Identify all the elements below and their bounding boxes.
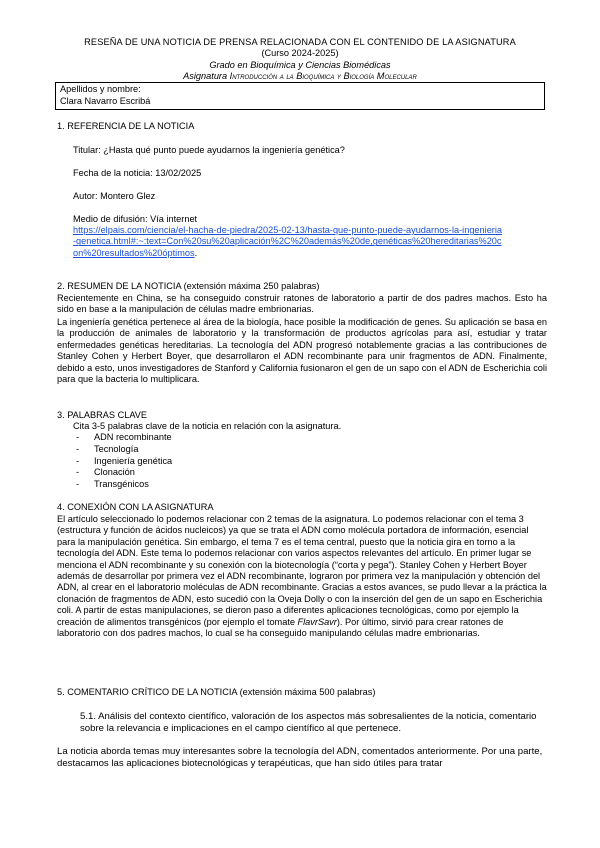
keyword-item: ADN recombinante	[94, 432, 172, 442]
subject-name: Introducción a la Bioquímica y Biología Molecular	[229, 71, 417, 82]
tomato-variety-name: FlavrSavr	[297, 616, 337, 627]
news-date: Fecha de la noticia: 13/02/2025	[73, 168, 202, 178]
news-url-line-3: on%20resultados%20óptimos	[73, 247, 195, 258]
summary-paragraph-2: La ingeniería genética pertenece al área de la biología, hace posible la modificación de genes. Su aplicación se basa en la producción de animales de laboratorio y la transformación de productos agrícolas para así, estudiar y tratar enfermedades genéticas hereditarias. La tecnología del ADN progresó notablemente gracias a las contribuciones de Stanley Cohen y Herbert Boyer, que desarrollaron el ADN recombinante para unir fragmentos de ADN. Finalmente, debido a esto, unos investigadores de Stanford y California fusionaron el gen de un sapo con el ADN de Escherichia coli para que la bacteria lo multiplicara.	[57, 317, 547, 385]
subject-line	[0, 71, 600, 82]
keyword-item: Clonación	[94, 467, 135, 477]
connection-paragraph	[57, 514, 547, 639]
course-year: (Curso 2024-2025)	[261, 48, 339, 59]
keyword-item: Tecnología	[94, 444, 139, 454]
news-url-line-2: -genetica.html#:~:text=Con%20su%20aplicación%2C%20además%20de,genéticas%20hereditarias%20c	[73, 236, 502, 247]
subsection-5-1-heading: 5.1. Análisis del contexto científico, valoración de los aspectos más sobresalientes de la noticia, comentario sobre la relevancia e implicaciones en el campo científico al que pertenece.	[80, 711, 537, 734]
degree-name: Grado en Bioquímica y Ciencias Biomédicas	[209, 59, 391, 70]
section-5-heading: 5. COMENTARIO CRÍTICO DE LA NOTICIA (extensión máxima 500 palabras)	[57, 687, 376, 697]
keyword-bullet: -	[76, 444, 80, 454]
section-1-heading: 1. REFERENCIA DE LA NOTICIA	[57, 121, 195, 131]
subject-prefix: Asignatura	[183, 71, 228, 82]
student-name-label: Apellidos y nombre:	[60, 84, 141, 94]
news-url-link[interactable]	[73, 225, 502, 258]
summary-paragraph-1: Recientemente en China, se ha conseguido construir ratones de laboratorio a partir de dos padres machos. Esto ha sido en base a la manipulación de células madre embrionarias.	[57, 293, 547, 315]
section-2-heading: 2. RESUMEN DE LA NOTICIA (extensión máxima 250 palabras)	[57, 281, 320, 291]
document-header	[0, 0, 600, 83]
keyword-item: Ingeniería genética	[94, 456, 173, 466]
news-headline: Titular: ¿Hasta qué punto puede ayudarnos la ingeniería genética?	[73, 145, 345, 155]
news-url-block	[73, 225, 543, 259]
keyword-bullet: -	[76, 456, 80, 466]
connection-text-part-2: ). Por último, sirvió para crear ratones de laboratorio con dos padres machos, lo cual se ha conseguido manipulando células madre embrionarias.	[57, 616, 504, 639]
news-url-period: .	[194, 247, 198, 258]
connection-text-part-1: El artículo seleccionado lo podemos relacionar con 2 temas de la asignatura. Lo podemos relacionar con el tema 3 (estructura y función de ácidos nucleicos) ya que se trata el ADN como molécula portadora de información, esencial para la manipulación genética. Sin embargo, el tema 7 es el tema central, puesto que la noticia gira en torno a la tecnología del ADN. Este tema lo podemos relacionar con varios aspectos relevantes del artículo. En primer lugar se menciona el ADN recombinante y su conexión con la biotecnología (“corta y pega”). Stanley Cohen y Herbert Boyer además de desarrollar por primera vez el ADN recombinante, lograron por primera vez la manipulación y obtención del ADN, al crear en el laboratorio moléculas de ADN recombinante. Gracias a estos avances, se pudo llevar a la práctica la clonación de fragmentos de ADN, esto sucedió con la Oveja Dolly o con la inserción del gen de un sapo en Escherichia coli. A partir de estas manipulaciones, se dieron paso a diferentes aplicaciones tecnológicas, como por ejemplo la creación de alimentos transgénicos (por ejemplo el tomate	[57, 514, 547, 627]
keywords-intro: Cita 3-5 palabras clave de la noticia en relación con la asignatura.	[73, 421, 342, 431]
section-4-heading: 4. CONEXIÓN CON LA ASIGNATURA	[57, 502, 214, 512]
keyword-bullet: -	[76, 432, 80, 442]
document-title: RESEÑA DE UNA NOTICIA DE PRENSA RELACIONADA CON EL CONTENIDO DE LA ASIGNATURA	[84, 37, 516, 47]
section-3-heading: 3. PALABRAS CLAVE	[57, 410, 148, 420]
news-author: Autor: Montero Glez	[73, 191, 156, 201]
keyword-bullet: -	[76, 479, 80, 489]
news-medium: Medio de difusión: Vía internet	[73, 214, 198, 224]
student-name: Clara Navarro Escribá	[60, 95, 151, 106]
keyword-bullet: -	[76, 467, 80, 477]
critical-comment-paragraph: La noticia aborda temas muy interesantes sobre la tecnología del ADN, comentados anteriormente. Por una parte, destacamos las aplicaciones biotecnológicas y terapéuticas, que han sido útiles para tratar	[57, 746, 543, 770]
news-url-line-1: https://elpais.com/ciencia/el-hacha-de-piedra/2025-02-13/hasta-que-punto-puede-ayudarnos-la-ingenieria	[73, 225, 503, 235]
keyword-item: Transgénicos	[94, 479, 149, 489]
student-name-box	[55, 82, 545, 110]
